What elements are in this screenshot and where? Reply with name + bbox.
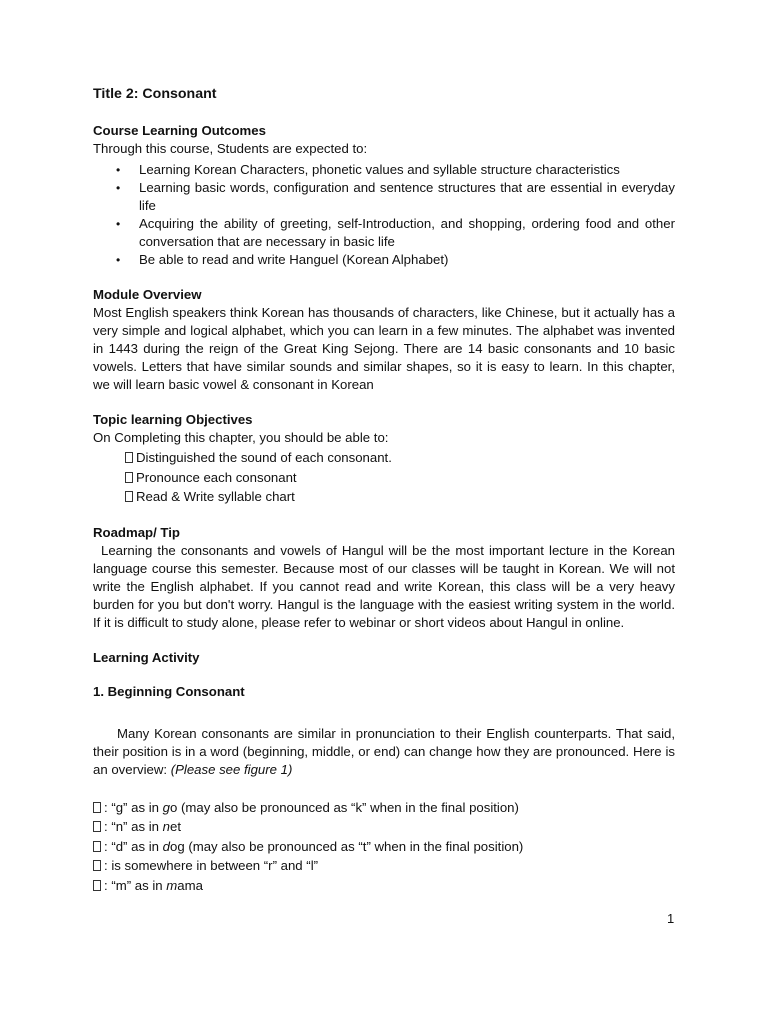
objectives-list (125, 448, 675, 507)
roadmap-body: Learning the consonants and vowels of Hangul will be the most important lecture in the Korean language course this semester. Because most of our classes will be taught in Korean. We will not write the English alphabet. If you cannot read and write Korean, this class will be a very heavy burden for you but don't worry. Hangul is the language with the easiest writing system in the world. If it is difficult to study alone, please refer to webinar or short videos about Hangul in online. (93, 542, 675, 630)
bullet-icon: • (116, 163, 121, 177)
overview-heading: Module Overview (93, 287, 202, 302)
course-outcomes-section (93, 122, 675, 269)
list-item: • Be able to read and write Hanguel (Korean Alphabet) (116, 252, 449, 267)
objectives-heading: Topic learning Objectives (93, 412, 253, 427)
objectives-section (93, 411, 675, 507)
consonant-list (93, 798, 675, 896)
bullet-icon: • (116, 217, 121, 231)
list-item: Read & Write syllable chart (125, 487, 675, 507)
list-item: • Acquiring the ability of greeting, self-Introduction, and shopping, ordering food and other conversation that are necessary in basic life (116, 216, 675, 249)
learning-activity-section (93, 649, 675, 896)
module-overview-section (93, 286, 675, 394)
missing-glyph-icon (125, 472, 133, 483)
document-page (93, 85, 675, 895)
outcomes-intro: Through this course, Students are expected to: (93, 141, 368, 156)
overview-body: Most English speakers think Korean has thousands of characters, like Chinese, but it actually has a very simple and logical alphabet, which you can learn in a few minutes. The alphabet was invented in 1443 during the reign of the Great King Sejong. There are 14 basic consonants and 10 basic vowels. Letters that have similar sounds and similar shapes, so it is easy to learn. In this chapter, we will learn basic vowel & consonant in Korean (93, 305, 675, 392)
activity-heading: Learning Activity (93, 649, 200, 665)
list-item: : “n” as in net (93, 817, 675, 837)
missing-glyph-icon (93, 880, 101, 891)
outcomes-list (93, 161, 675, 269)
bullet-icon: • (116, 181, 121, 195)
missing-glyph-icon (93, 802, 101, 813)
document-title: Title 2: Consonant (93, 86, 217, 102)
activity-intro: Many Korean consonants are similar in pronunciation to their English counterparts. That said, their position is in a word (beginning, middle, or end) can change how they are pronounced. Here is an overview: (Please see figure 1) (93, 725, 675, 777)
activity-subheading: 1. Beginning Consonant (93, 683, 245, 699)
roadmap-heading: Roadmap/ Tip (93, 524, 180, 540)
list-item: • Learning Korean Characters, phonetic values and syllable structure characteristics (116, 162, 620, 177)
bullet-icon: • (116, 253, 121, 267)
objectives-intro: On Completing this chapter, you should be able to: (93, 430, 389, 445)
list-item: : “g” as in go (may also be pronounced as “k” when in the final position) (93, 798, 675, 818)
outcomes-heading: Course Learning Outcomes (93, 123, 266, 138)
list-item: • Learning basic words, configuration and sentence structures that are essential in everyday life (116, 180, 675, 213)
list-item: : is somewhere in between “r” and “l” (93, 856, 675, 876)
roadmap-section (93, 524, 675, 632)
missing-glyph-icon (93, 841, 101, 852)
missing-glyph-icon (125, 452, 133, 463)
list-item: : “d” as in dog (may also be pronounced as “t” when in the final position) (93, 837, 675, 857)
missing-glyph-icon (125, 491, 133, 502)
list-item: : “m” as in mama (93, 876, 675, 896)
list-item: Distinguished the sound of each consonant. (125, 448, 675, 468)
missing-glyph-icon (93, 860, 101, 871)
page-number: 1 (667, 911, 675, 926)
list-item: Pronounce each consonant (125, 468, 675, 488)
missing-glyph-icon (93, 821, 101, 832)
